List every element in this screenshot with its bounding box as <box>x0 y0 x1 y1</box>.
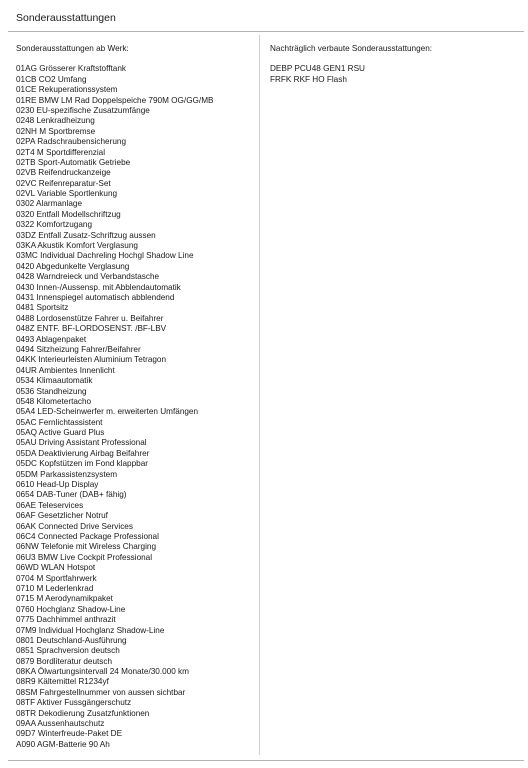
factory-option-item: 02PA Radschraubensicherung <box>16 137 126 147</box>
factory-option-item: 05AQ Active Guard Plus <box>16 428 105 438</box>
factory-option-item: 0230 EU-spezifische Zusatzumfänge <box>16 105 150 115</box>
retrofit-options-column <box>270 44 520 85</box>
factory-option-item: 0654 DAB-Tuner (DAB+ fähig) <box>16 490 127 500</box>
factory-option-item: A090 AGM-Batterie 90 Ah <box>16 739 110 749</box>
factory-option-item: 05A4 LED-Scheinwerfer m. erweiterten Umfängen <box>16 407 199 417</box>
factory-option-item: 0322 Komfortzugang <box>16 220 93 230</box>
factory-option-item: 05DA Deaktivierung Airbag Beifahrer <box>16 448 150 458</box>
factory-option-item: 0851 Sprachversion deutsch <box>16 646 120 656</box>
factory-option-item: 08TF Aktiver Fussgängerschutz <box>16 698 132 708</box>
factory-option-item: 09D7 Winterfreude-Paket DE <box>16 729 123 739</box>
factory-option-item: 0494 Sitzheizung Fahrer/Beifahrer <box>16 344 141 354</box>
factory-option-item: 01CB CO2 Umfang <box>16 74 87 84</box>
factory-option-item: 06NW Telefonie mit Wireless Charging <box>16 542 156 552</box>
factory-option-item: 06C4 Connected Package Professional <box>16 531 159 541</box>
retrofit-option-item: DEBP PCU48 GEN1 RSU <box>270 64 365 74</box>
retrofit-option-item: FRFK RKF HO Flash <box>270 74 347 84</box>
factory-option-item: 0760 Hochglanz Shadow-Line <box>16 604 126 614</box>
factory-option-item: 0248 Lenkradheizung <box>16 116 95 126</box>
factory-option-item: 0775 Dachhimmel anthrazit <box>16 615 116 625</box>
factory-option-item: 0488 Lordosenstütze Fahrer u. Beifahrer <box>16 313 164 323</box>
factory-option-item: 01CE Rekuperationssystem <box>16 85 118 95</box>
factory-option-item: 0428 Warndreieck und Verbandstasche <box>16 272 160 282</box>
factory-option-item: 02VL Variable Sportlenkung <box>16 189 118 199</box>
factory-option-item: 0481 Sportsitz <box>16 303 69 313</box>
factory-option-item: 0320 Entfall Modellschriftzug <box>16 209 121 219</box>
factory-option-item: 0610 Head-Up Display <box>16 480 99 490</box>
factory-option-item: 04KK Interieurleisten Aluminium Tetragon <box>16 355 167 365</box>
factory-option-item: 02TB Sport-Automatik Getriebe <box>16 157 131 167</box>
factory-option-item: 09AA Aussenhautschutz <box>16 719 105 729</box>
factory-option-item: 0710 M Lederlenkrad <box>16 583 94 593</box>
factory-option-item: 02NH M Sportbremse <box>16 126 96 136</box>
factory-option-item: 0420 Abgedunkelte Verglasung <box>16 261 130 271</box>
factory-option-item: 03DZ Entfall Zusatz-Schriftzug aussen <box>16 230 156 240</box>
factory-option-item: 05DM Parkassistenzsystem <box>16 469 118 479</box>
factory-option-item: 06AE Teleservices <box>16 500 84 510</box>
retrofit-options-title: Nachträglich verbaute Sonderausstattungen: <box>270 44 433 53</box>
factory-option-item: 08R9 Kältemittel R1234yf <box>16 677 109 687</box>
factory-option-item: 02VB Reifendruckanzeige <box>16 168 111 178</box>
factory-option-item: 08SM Fahrgestellnummer von aussen sichtbar <box>16 687 186 697</box>
factory-option-item: 05AC Fernlichtassistent <box>16 417 103 427</box>
factory-option-item: 048Z ENTF. BF-LORDOSENST. /BF-LBV <box>16 324 167 334</box>
factory-option-item: 05DC Kopfstützen im Fond klappbar <box>16 459 148 469</box>
factory-option-item: 0302 Alarmanlage <box>16 199 83 209</box>
factory-option-item: 06AF Gesetzlicher Notruf <box>16 511 108 521</box>
page-title: Sonderausstattungen <box>16 12 116 24</box>
factory-option-item: 07M9 Individual Hochglanz Shadow-Line <box>16 625 165 635</box>
factory-option-item: 08KA Ölwartungsintervall 24 Monate/30.000 km <box>16 667 189 677</box>
factory-options-column <box>16 44 252 750</box>
factory-options-list <box>16 64 252 750</box>
factory-option-item: 0801 Deutschland-Ausführung <box>16 635 127 645</box>
factory-option-item: 0534 Klimaautomatik <box>16 376 93 386</box>
factory-option-item: 0493 Ablagenpaket <box>16 334 87 344</box>
factory-option-item: 02T4 M Sportdifferenzial <box>16 147 106 157</box>
factory-option-item: 05AU Driving Assistant Professional <box>16 438 147 448</box>
factory-option-item: 02VC Reifenreparatur-Set <box>16 178 111 188</box>
factory-option-item: 0704 M Sportfahrwerk <box>16 573 97 583</box>
retrofit-options-list <box>270 64 520 85</box>
factory-option-item: 01RE BMW LM Rad Doppelspeiche 790M OG/GG/MB <box>16 95 214 105</box>
factory-option-item: 06WD WLAN Hotspot <box>16 563 96 573</box>
factory-option-item: 08TR Dekodierung Zusatzfunktionen <box>16 708 150 718</box>
factory-options-title: Sonderausstattungen ab Werk: <box>16 44 129 53</box>
factory-option-item: 06U3 BMW Live Cockpit Professional <box>16 552 153 562</box>
factory-option-item: 0430 Innen-/Aussensp. mit Abblendautomatik <box>16 282 181 292</box>
footer-divider <box>8 760 524 761</box>
factory-option-item: 01AG Grösserer Kraftstofftank <box>16 64 126 74</box>
factory-option-item: 0879 Bordliteratur deutsch <box>16 656 113 666</box>
header-divider <box>8 31 524 32</box>
factory-option-item: 0431 Innenspiegel automatisch abblendend <box>16 293 175 302</box>
factory-option-item: 0548 Kilometertacho <box>16 396 92 406</box>
factory-option-item: 03KA Akustik Komfort Verglasung <box>16 241 138 251</box>
factory-option-item: 0536 Standheizung <box>16 386 87 396</box>
column-divider <box>259 35 260 755</box>
factory-option-item: 03MC Individual Dachreling Hochgl Shadow Line <box>16 251 194 261</box>
factory-option-item: 06AK Connected Drive Services <box>16 521 133 531</box>
factory-option-item: 04UR Ambientes Innenlicht <box>16 365 115 375</box>
factory-option-item: 0715 M Aerodynamikpaket <box>16 594 113 604</box>
